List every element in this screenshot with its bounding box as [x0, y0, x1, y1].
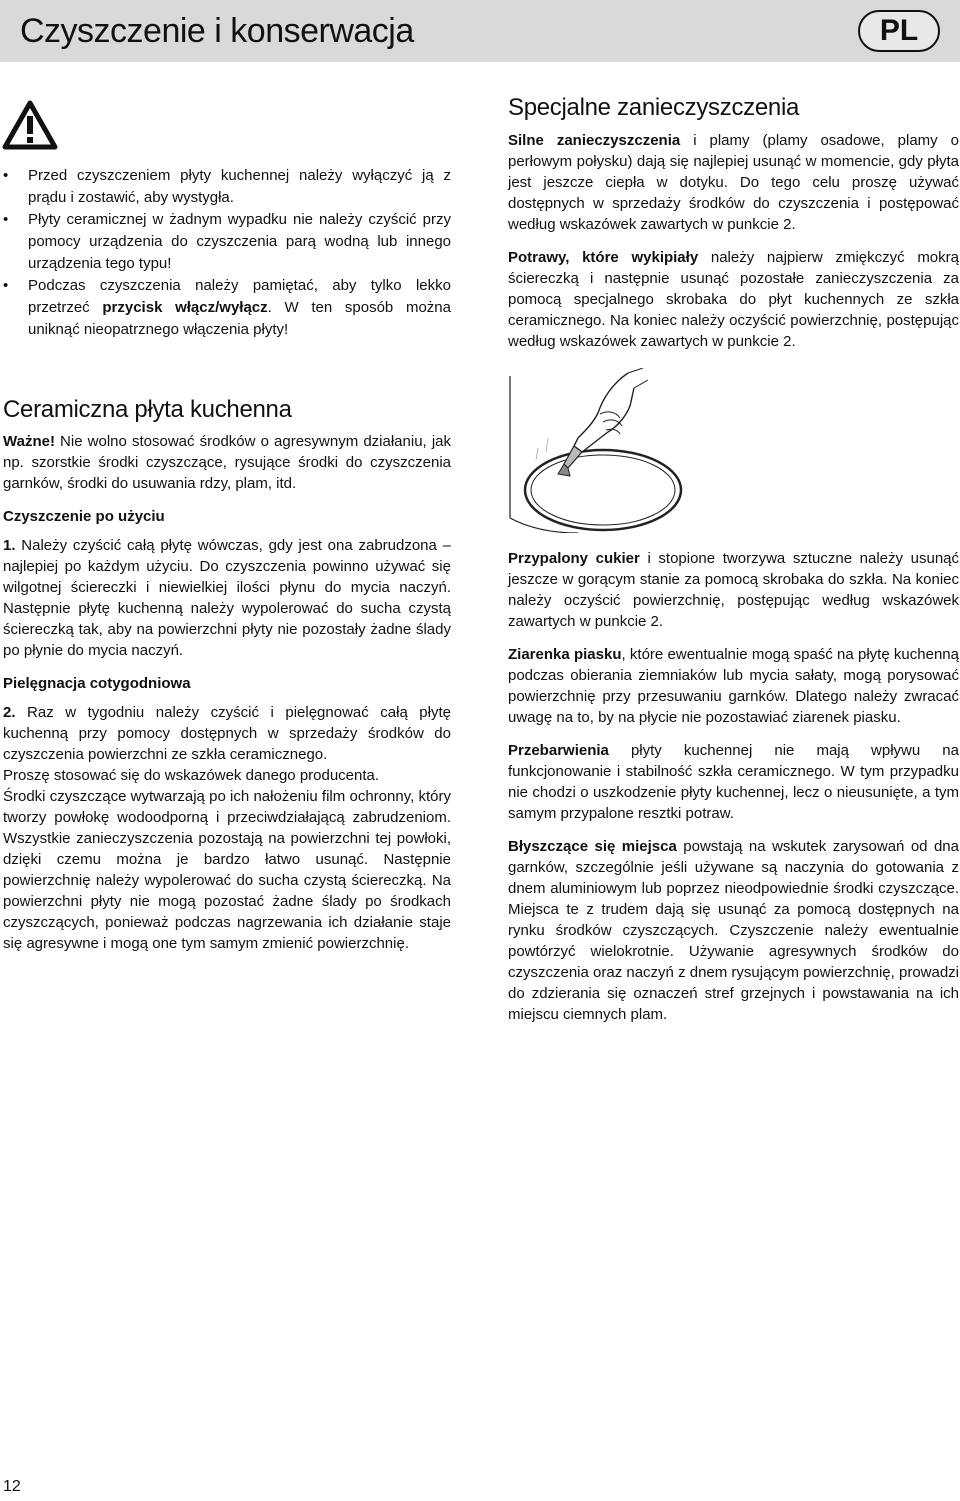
paragraph-text: należy najpierw zmiękczyć mokrą ściereczką i następnie usunąć pozostałe zanieczyszczenia za pomocą specjalnego skrobaka do płyt kuchennych ze szkła ceramicznego. Na koniec należy oczyścić powierzchnię, postępując według wskazówek zawartych w punkcie 2. — [508, 249, 959, 350]
paragraph-shiny-spots — [508, 836, 959, 1025]
section-heading-ceramic: Ceramiczna płyta kuchenna — [3, 396, 292, 423]
weekly-paragraph-2: Proszę stosować się do wskazówek danego producenta. — [3, 767, 380, 784]
important-paragraph — [3, 431, 451, 494]
paragraph-text: , które ewentualnie mogą spaść na płytę kuchenną podczas obierania ziemniaków lub mycia sałaty, mogą porysować powierzchnię przy przesuwaniu garnków. Dlatego należy zwracać uwagę na to, by na płycie nie pozostawiać ziarenek piasku. — [508, 646, 959, 726]
right-column-top — [508, 93, 959, 352]
after-use-paragraph — [3, 535, 451, 661]
bullet-item — [3, 209, 451, 275]
section-heading-special: Specjalne zanieczyszczenia — [508, 94, 800, 121]
paragraph-discoloration — [508, 740, 959, 824]
weekly-text: Raz w tygodniu należy czyścić i pielęgnować całą płytę kuchenną przy pomocy dostępnych w sprzedaży środków do czyszczenia powierzchni ze szkła ceramicznego. — [3, 704, 451, 763]
step-number: 2. — [3, 704, 16, 721]
paragraph-strong-dirt — [508, 130, 959, 235]
safety-bullets — [3, 165, 451, 341]
weekly-paragraph-3: Środki czyszczące wytwarzają po ich nałożeniu film ochronny, który tworzy powłokę wodoodporną i przeciwdziałającą zabrudzeniom. Wszystkie zanieczyszczenia pozostają na powierzchni tej powłoki, dzięki czemu można je bardzo łatwo usunąć. Następnie powierzchnię należy wypolerować do sucha czystą ściereczką. Na powierzchni płyty nie mogą pozostać żadne ślady po środkach czyszczących, ponieważ podczas nagrzewania ich działanie staje się agresywne i mogą one tym samym zmienić powierzchnię. — [3, 788, 451, 952]
page-number: 12 — [3, 1478, 21, 1495]
paragraph-text: i plamy (plamy osadowe, plamy o perłowym połysku) dają się najlepiej usunąć w momencie, gdy płyta jest jeszcze ciepła w dotyku. Do tego celu proszę używać dostępnych w sprzedaży środków do czyszczenia i postępować według wskazówek zawartych w punkcie 2. — [508, 132, 959, 233]
bullet-text: Przed czyszczeniem płyty kuchennej należy wyłączyć ją z prądu i zostawić, aby wystygła. — [28, 167, 451, 206]
paragraph-text: i stopione tworzywa sztuczne należy usunąć jeszcze w gorącym stanie za pomocą skrobaka do szkła. Na koniec należy oczyścić powierzchnię, postępując według wskazówek zawartych w punkcie 2. — [508, 550, 960, 630]
paragraph-bold-lead: Ziarenka piasku — [508, 646, 622, 663]
paragraph-sand — [508, 644, 959, 728]
scraper-illustration — [508, 368, 688, 533]
bullet-text: Podczas czyszczenia należy pamiętać, aby tylko lekko przetrzeć — [28, 277, 451, 316]
page-header — [0, 0, 960, 62]
language-badge: PL — [858, 10, 940, 52]
paragraph-text: płyty kuchennej nie mają wpływu na funkcjonowanie i stabilność szkła ceramicznego. W tym przypadku nie chodzi o uszkodzenie płyty kuchennej, lecz o nieusunięte, a tym samym przypalone resztki potraw. — [508, 742, 959, 822]
important-label: Ważne! — [3, 433, 55, 450]
paragraph-bold-lead: Silne zanieczyszczenia — [508, 132, 681, 149]
paragraph-text: powstają na wskutek zarysowań od dna garnków, szczególnie jeśli używane są naczynia do gotowania z dnem aluminiowym lub poprzez nieodpowiednie środki czyszczące. Miejsca te z trudem dają się usunąć za pomocą dostępnych na rynku środków czyszczących. Czyszczenie należy ewentualnie powtórzyć wielokrotnie. Używanie agresywnych środków do czyszczenia oraz naczyń z dnem rysującym powierzchnię, prowadzi do zdzierania się oznaczeń stref grzejnych i powstawania na ich miejscu ciemnych plam. — [508, 838, 960, 1023]
left-column — [3, 395, 451, 954]
paragraph-bold-lead: Potrawy, które wykipiały — [508, 249, 699, 266]
bullet-text: . W ten sposób można uniknąć nieopatrznego włączenia płyty! — [28, 299, 451, 338]
bullet-item — [3, 275, 451, 341]
after-use-heading: Czyszczenie po użyciu — [3, 508, 165, 525]
paragraph-bold-lead: Błyszczące się miejsca — [508, 838, 677, 855]
after-use-text: Należy czyścić całą płytę wówczas, gdy jest ona zabrudzona – najlepiej po każdym użyciu. Do czyszczenia powinno używać się wilgotnej ściereczki i niewielkiej ilości płynu do mycia naczyń. Następnie płytę kuchenną należy wypolerować do sucha czystą ściereczką tak, aby na powierzchni płyty nie pozostały żadne ślady po płynie do mycia naczyń. — [3, 537, 451, 659]
weekly-paragraph — [3, 702, 451, 765]
warning-triangle-icon — [2, 100, 58, 150]
right-column-bottom — [508, 548, 959, 1025]
paragraph-boiled-over — [508, 247, 959, 352]
page-title: Czyszczenie i konserwacja — [20, 12, 414, 50]
weekly-heading: Pielęgnacja cotygodniowa — [3, 675, 191, 692]
bullet-item — [3, 165, 451, 209]
important-text: Nie wolno stosować środków o agresywnym działaniu, jak np. szorstkie środki czyszczące, rysujące środki do czyszczenia garnków, środki do usuwania rdzy, plam, itd. — [3, 433, 451, 492]
bullet-bold-text: przycisk włącz/wyłącz — [102, 299, 268, 316]
paragraph-burnt-sugar — [508, 548, 959, 632]
paragraph-bold-lead: Przypalony cukier — [508, 550, 640, 567]
paragraph-bold-lead: Przebarwienia — [508, 742, 609, 759]
step-number: 1. — [3, 537, 16, 554]
bullet-text: Płyty ceramicznej w żadnym wypadku nie należy czyścić przy pomocy urządzenia do czyszczenia parą wodną lub innego urządzenia tego typu! — [28, 211, 451, 272]
